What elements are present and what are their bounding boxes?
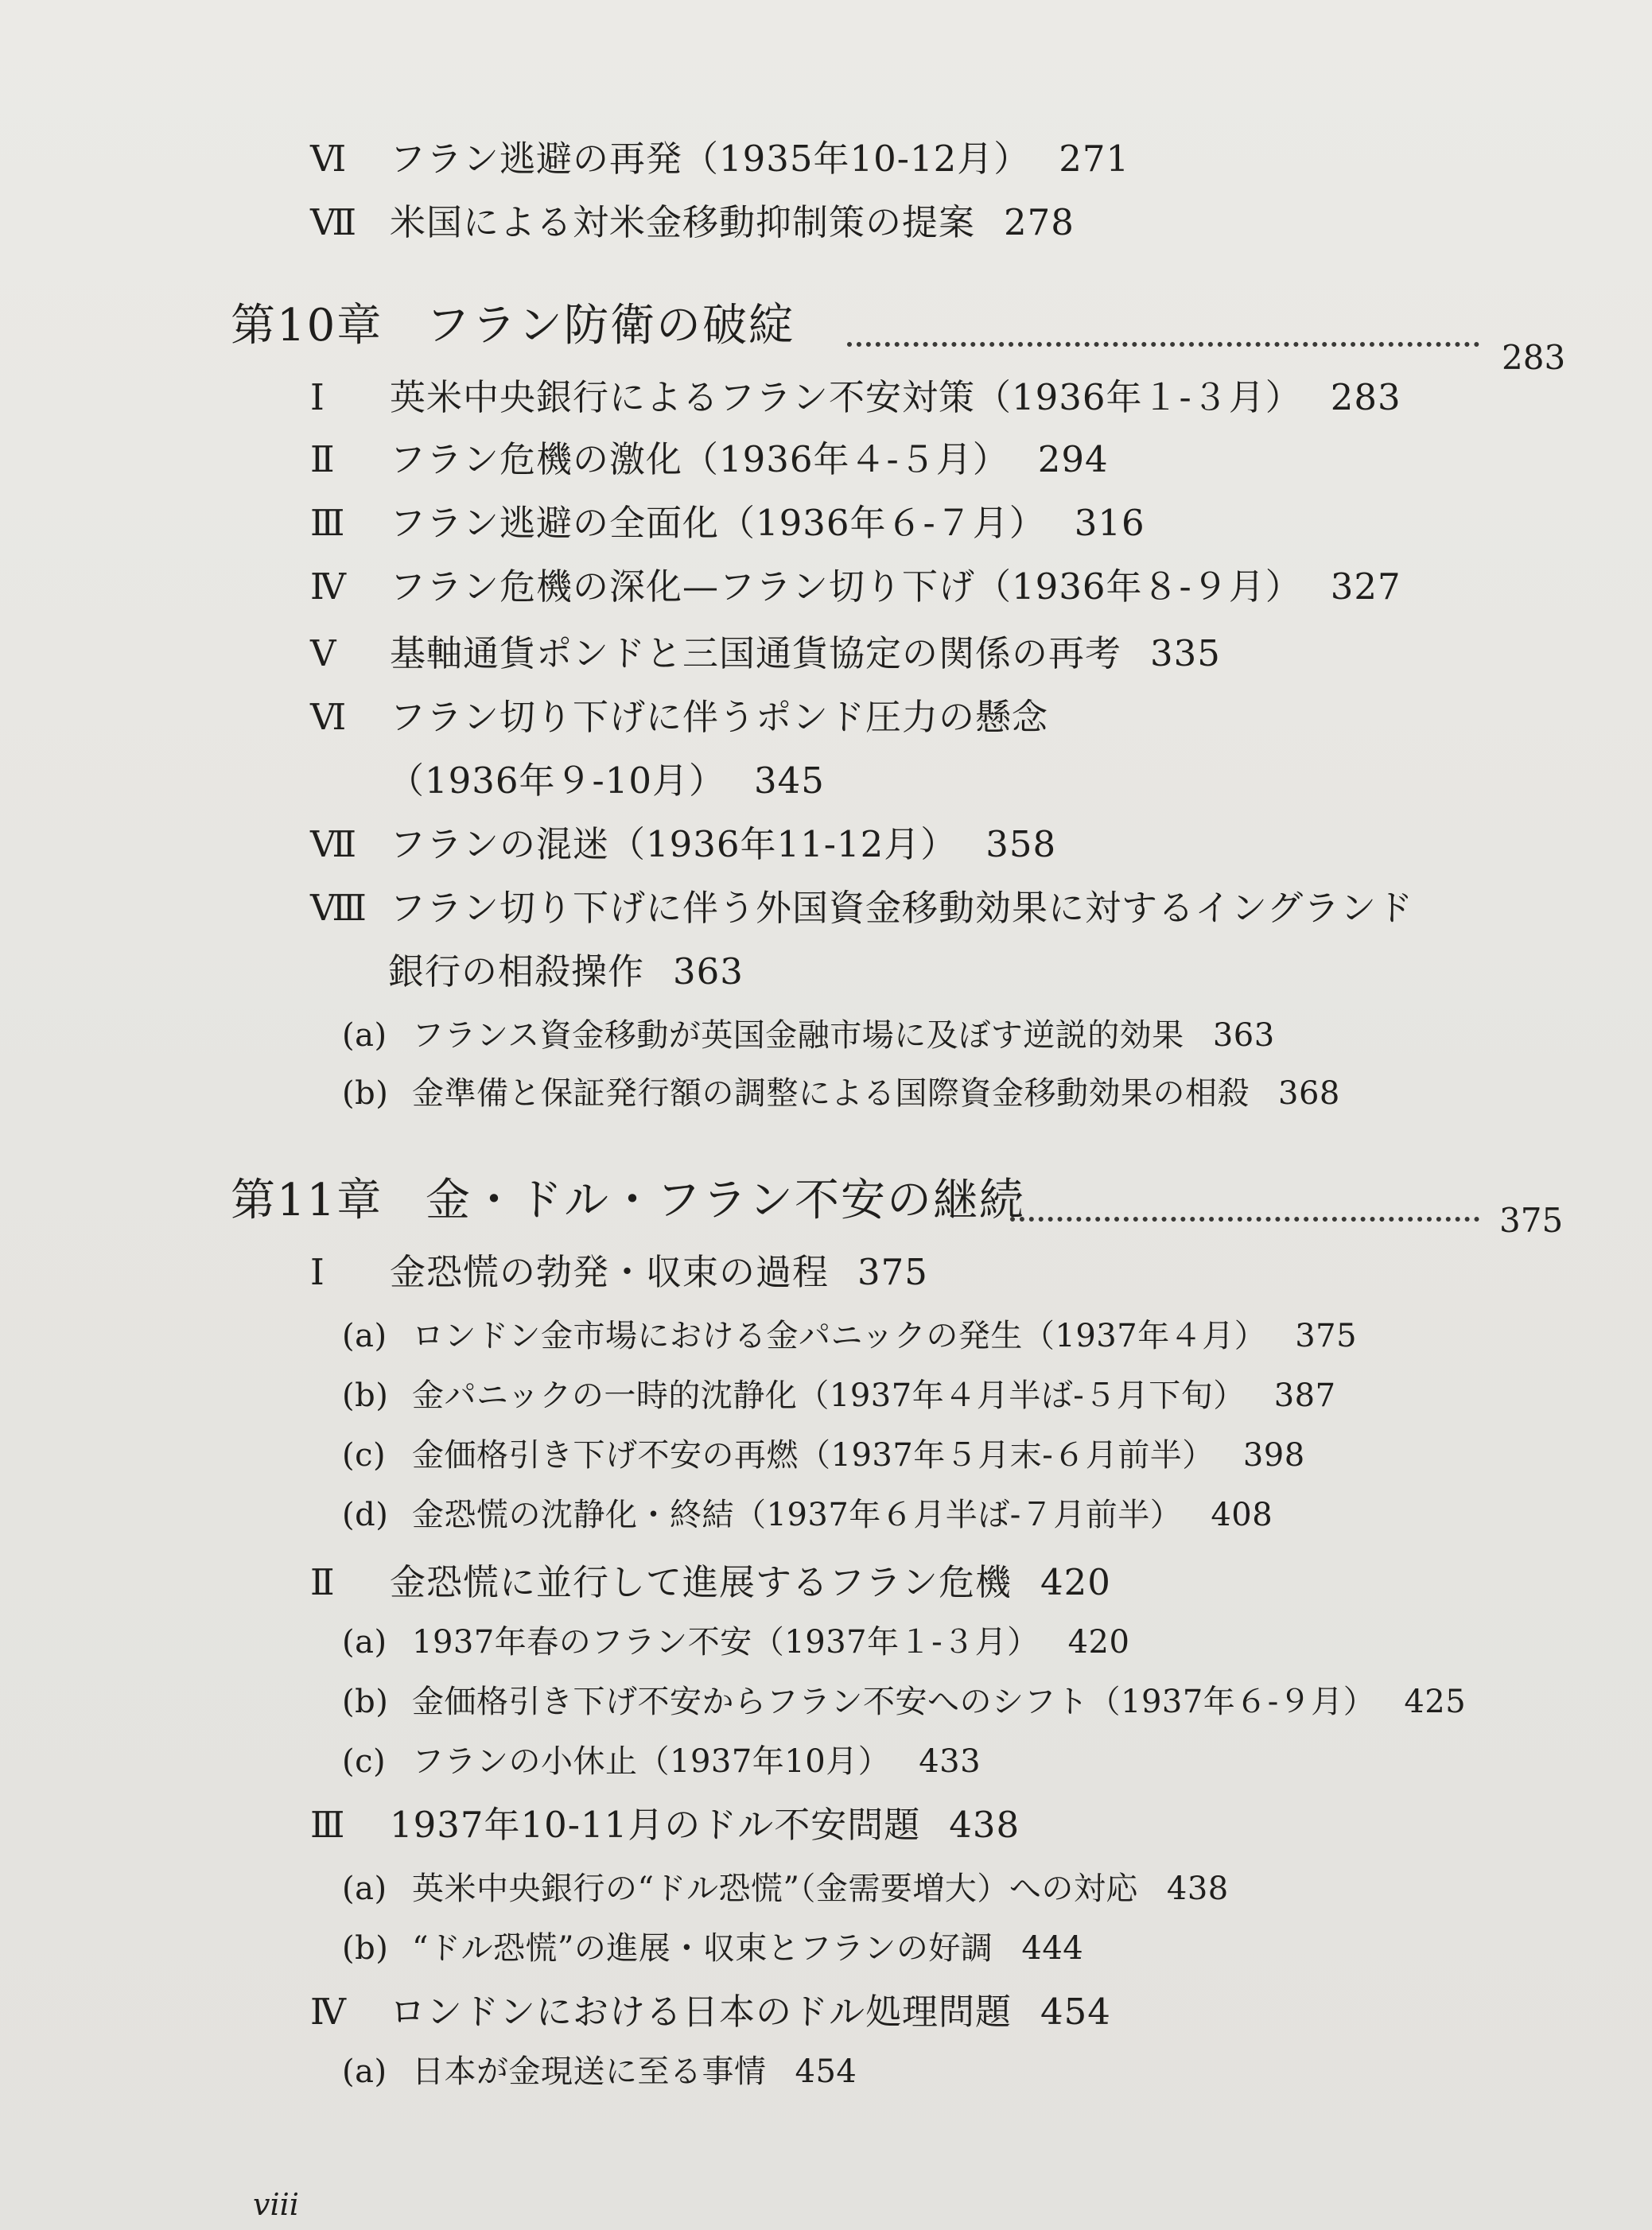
page-ref: 278	[1004, 201, 1075, 243]
page-ref: 358	[985, 823, 1057, 865]
page-ref: 368	[1278, 1075, 1340, 1112]
entry-title: 金パニックの一時的沈静化（1937年４月半ば-５月下旬）	[412, 1377, 1246, 1414]
section-number: (b)	[342, 1377, 389, 1414]
toc-section	[310, 821, 1056, 868]
section-number: Ⅴ	[310, 632, 337, 674]
page-ref: 345	[754, 760, 825, 802]
entry-title: フラン防衛の破綻	[426, 300, 795, 352]
toc-subsection	[342, 1678, 1466, 1726]
page-ref: 375	[857, 1251, 928, 1293]
page-ref: 438	[1166, 1871, 1229, 1907]
toc-section	[310, 374, 1401, 422]
toc-section	[310, 563, 1401, 611]
page-ref: 363	[1212, 1017, 1275, 1054]
section-number: (b)	[342, 1075, 389, 1112]
entry-title: フランス資金移動が英国金融市場に及ぼす逆説的効果	[412, 1017, 1184, 1054]
section-number: Ⅵ	[310, 696, 348, 738]
chapter-heading	[231, 302, 795, 350]
section-number: Ⅲ	[310, 1804, 346, 1846]
section-number: Ⅷ	[310, 887, 367, 929]
toc-section	[310, 135, 1129, 183]
entry-title: 金恐慌の沈静化・終結（1937年６月半ば-７月前半）	[412, 1497, 1183, 1533]
toc-section	[310, 1249, 928, 1296]
entry-title: フラン切り下げに伴うポンド圧力の懸念	[390, 696, 1049, 738]
page-ref: 294	[1037, 438, 1109, 480]
page-ref: 454	[1040, 1991, 1111, 2033]
entry-title: （1936年９-10月）	[388, 760, 725, 802]
dot-leader	[1010, 1217, 1479, 1222]
entry-title: 1937年春のフラン不安（1937年１-３月）	[412, 1624, 1040, 1661]
toc-section	[388, 757, 825, 805]
page-ref: 335	[1150, 632, 1221, 674]
entry-title: ロンドン金市場における金パニックの発生（1937年４月）	[412, 1318, 1267, 1354]
entry-title: 英米中央銀行の“ドル恐慌”（金需要増大）への対応	[412, 1871, 1138, 1907]
toc-subsection	[342, 1312, 1357, 1360]
entry-title: フラン危機の激化（1936年４-５月）	[390, 438, 1009, 480]
toc-section	[310, 1801, 1020, 1849]
entry-title: “ドル恐慌”の進展・収束とフランの好調	[412, 1930, 993, 1967]
section-number: Ⅶ	[310, 823, 358, 865]
entry-title: 1937年10-11月のドル不安問題	[390, 1804, 921, 1846]
chapter-number: 第10章	[231, 300, 383, 352]
toc-section	[388, 948, 744, 996]
toc-section	[310, 693, 1048, 741]
dot-leader	[847, 342, 1479, 347]
page-ref: 398	[1242, 1437, 1305, 1474]
toc-section	[310, 884, 1413, 932]
toc-subsection	[342, 1925, 1083, 1972]
toc-section	[310, 630, 1221, 678]
entry-title: 金・ドル・フラン不安の継続	[426, 1175, 1025, 1226]
page-ref: 387	[1273, 1377, 1336, 1414]
entry-title: 金価格引き下げ不安からフラン不安へのシフト（1937年６-９月）	[412, 1684, 1376, 1720]
chapter-page-ref: 283	[1502, 338, 1566, 377]
page-ref: 425	[1404, 1684, 1467, 1720]
entry-title: フラン切り下げに伴う外国資金移動効果に対するイングランド	[390, 887, 1414, 929]
toc-subsection	[342, 1012, 1275, 1059]
entry-title: 金準備と保証発行額の調整による国際資金移動効果の相殺	[412, 1075, 1250, 1112]
entry-title: 金恐慌に並行して進展するフラン危機	[390, 1561, 1013, 1603]
section-number: (c)	[342, 1743, 387, 1780]
toc-section	[310, 199, 1075, 247]
section-number: (b)	[342, 1930, 389, 1967]
page-ref: 444	[1021, 1930, 1084, 1967]
page-ref: 420	[1040, 1561, 1111, 1603]
page-ref: 438	[949, 1804, 1020, 1846]
section-number: (a)	[342, 1624, 387, 1661]
section-number: (c)	[342, 1437, 387, 1474]
entry-title: 日本が金現送に至る事情	[412, 2053, 767, 2090]
entry-title: フラン危機の深化—フラン切り下げ（1936年８-９月）	[390, 565, 1302, 608]
page-number: viii	[253, 2187, 299, 2222]
section-number: (a)	[342, 1318, 387, 1354]
toc-subsection	[342, 1865, 1229, 1913]
entry-title: 銀行の相殺操作	[388, 950, 645, 993]
toc-section	[310, 436, 1109, 484]
section-number: (d)	[342, 1497, 389, 1533]
section-number: Ⅵ	[310, 138, 348, 180]
toc-subsection	[342, 1372, 1336, 1420]
entry-title: フラン逃避の全面化（1936年６-７月）	[390, 502, 1046, 544]
entry-title: フランの小休止（1937年10月）	[412, 1743, 891, 1780]
section-number: Ⅳ	[310, 565, 347, 608]
toc-subsection	[342, 1618, 1129, 1666]
entry-title: 金恐慌の勃発・収束の過程	[390, 1251, 830, 1293]
chapter-page-ref: 375	[1499, 1201, 1564, 1240]
page-ref: 327	[1330, 565, 1401, 608]
toc-section	[310, 1988, 1111, 2036]
section-number: Ⅱ	[310, 438, 336, 480]
page-ref: 433	[919, 1743, 981, 1780]
section-number: (a)	[342, 2053, 387, 2090]
toc-section	[310, 1559, 1111, 1606]
entry-title: ロンドンにおける日本のドル処理問題	[390, 1991, 1013, 2033]
chapter-number: 第11章	[231, 1175, 383, 1226]
toc-section	[310, 499, 1145, 547]
section-number: Ⅶ	[310, 201, 358, 243]
entry-title: フランの混迷（1936年11-12月）	[390, 823, 958, 865]
entry-title: 米国による対米金移動抑制策の提案	[390, 201, 976, 243]
section-number: Ⅰ	[310, 376, 325, 418]
page-ref: 283	[1330, 376, 1401, 418]
entry-title: 基軸通貨ポンドと三国通貨協定の関係の再考	[390, 632, 1122, 674]
toc-subsection	[342, 1491, 1273, 1539]
page-ref: 271	[1059, 138, 1130, 180]
toc-subsection	[342, 1738, 981, 1785]
section-number: (a)	[342, 1017, 387, 1054]
entry-title: 英米中央銀行によるフラン不安対策（1936年１-３月）	[390, 376, 1302, 418]
chapter-heading	[231, 1177, 1025, 1225]
page-ref: 316	[1074, 502, 1145, 544]
entry-title: 金価格引き下げ不安の再燃（1937年５月末-６月前半）	[412, 1437, 1215, 1474]
page-ref: 408	[1211, 1497, 1273, 1533]
section-number: Ⅳ	[310, 1991, 347, 2033]
entry-title: フラン逃避の再発（1935年10-12月）	[390, 138, 1031, 180]
page-ref: 454	[795, 2053, 857, 2090]
section-number: Ⅰ	[310, 1251, 325, 1293]
page-ref: 420	[1067, 1624, 1130, 1661]
toc-subsection	[342, 1070, 1340, 1117]
section-number: Ⅱ	[310, 1561, 336, 1603]
section-number: (b)	[342, 1684, 389, 1720]
section-number: Ⅲ	[310, 502, 346, 544]
page-ref: 363	[673, 950, 744, 993]
toc-subsection	[342, 2048, 857, 2096]
section-number: (a)	[342, 1871, 387, 1907]
page-ref: 375	[1295, 1318, 1358, 1354]
toc-subsection	[342, 1432, 1305, 1479]
